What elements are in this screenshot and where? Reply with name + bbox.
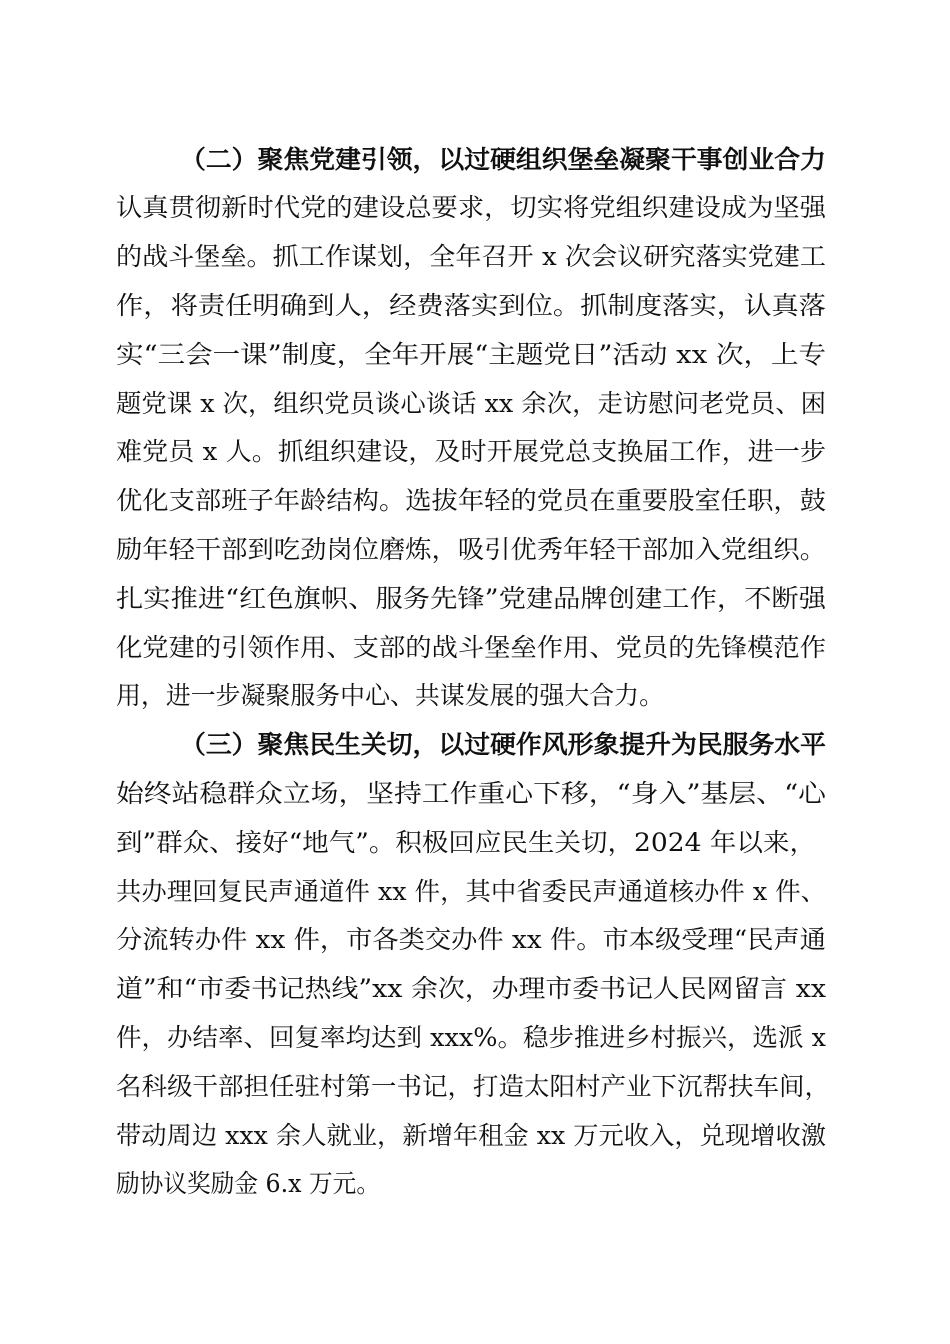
paragraph-line	[0, 1114, 950, 1158]
paragraph-line	[0, 382, 950, 426]
line-text: 难党员 x 人。抓组织建设，及时开展党总支换届工作，进一步	[116, 437, 826, 466]
line-text: 题党课 x 次，组织党员谈心谈话 xx 余次，走访慰问老党员、困	[116, 389, 826, 418]
line-text: 用，进一步凝聚服务中心、共谋发展的强大合力。	[116, 681, 664, 710]
line-text: 优化支部班子年龄结构。选拔年轻的党员在重要股室任职，鼓	[116, 486, 827, 515]
paragraph-line	[0, 235, 950, 279]
line-text: 名科级干部担任驻村第一书记，打造太阳村产业下沉帮扶车间，	[116, 1072, 830, 1101]
paragraph-line	[0, 821, 950, 865]
heading-text: （二）聚焦党建引领，以过硬组织堡垒凝聚干事创业合力	[180, 145, 826, 174]
line-text: 实“三会一课”制度，全年开展“主题党日”活动 xx 次，上专	[116, 340, 826, 369]
paragraph-line	[0, 674, 950, 718]
line-text: 共办理回复民声通道件 xx 件，其中省委民声通道核办件 x 件、	[116, 877, 826, 906]
paragraph-line	[0, 918, 950, 962]
paragraph-line	[0, 430, 950, 474]
section-heading	[0, 723, 950, 767]
paragraph-line	[0, 626, 950, 670]
paragraph-line	[0, 479, 950, 523]
line-text: 道”和“市委书记热线”xx 余次，办理市委书记人民网留言 xx	[116, 974, 826, 1003]
section-heading	[0, 138, 950, 182]
line-text: 认真贯彻新时代党的建设总要求，切实将党组织建设成为坚强	[116, 193, 827, 222]
line-text: 带动周边 xxx 余人就业，新增年租金 xx 万元收入，兑现增收激	[116, 1121, 826, 1150]
line-text: 扎实推进“红色旗帜、服务先锋”党建品牌创建工作，不断强	[116, 584, 827, 613]
line-text: 的战斗堡垒。抓工作谋划，全年召开 x 次会议研究落实党建工	[116, 242, 826, 271]
line-text: 始终站稳群众立场，坚持工作重心下移，“身入”基层、“心	[116, 779, 826, 808]
line-text: 励协议奖励金 6.x 万元。	[116, 1169, 380, 1198]
paragraph-line	[0, 870, 950, 914]
paragraph-line	[0, 1016, 950, 1060]
line-text: 作，将责任明确到人，经费落实到位。抓制度落实，认真落	[116, 291, 826, 320]
paragraph-line	[0, 284, 950, 328]
paragraph-line	[0, 1162, 950, 1206]
paragraph-line	[0, 772, 950, 816]
paragraph-line	[0, 577, 950, 621]
paragraph-line	[0, 333, 950, 377]
heading-text: （三）聚焦民生关切，以过硬作风形象提升为民服务水平	[180, 730, 826, 759]
line-text: 到”群众、接好“地气”。积极回应民生关切，2024 年以来，	[116, 828, 816, 857]
paragraph-line	[0, 1065, 950, 1109]
line-text: 分流转办件 xx 件，市各类交办件 xx 件。市本级受理“民声通	[116, 925, 827, 954]
paragraph-line	[0, 967, 950, 1011]
paragraph-line	[0, 528, 950, 572]
paragraph-line	[0, 186, 950, 230]
line-text: 件，办结率、回复率均达到 xxx%。稳步推进乡村振兴，选派 x	[116, 1023, 826, 1052]
line-text: 化党建的引领作用、支部的战斗堡垒作用、党员的先锋模范作	[116, 633, 827, 662]
line-text: 励年轻干部到吃劲岗位磨炼，吸引优秀年轻干部加入党组织。	[116, 535, 827, 564]
